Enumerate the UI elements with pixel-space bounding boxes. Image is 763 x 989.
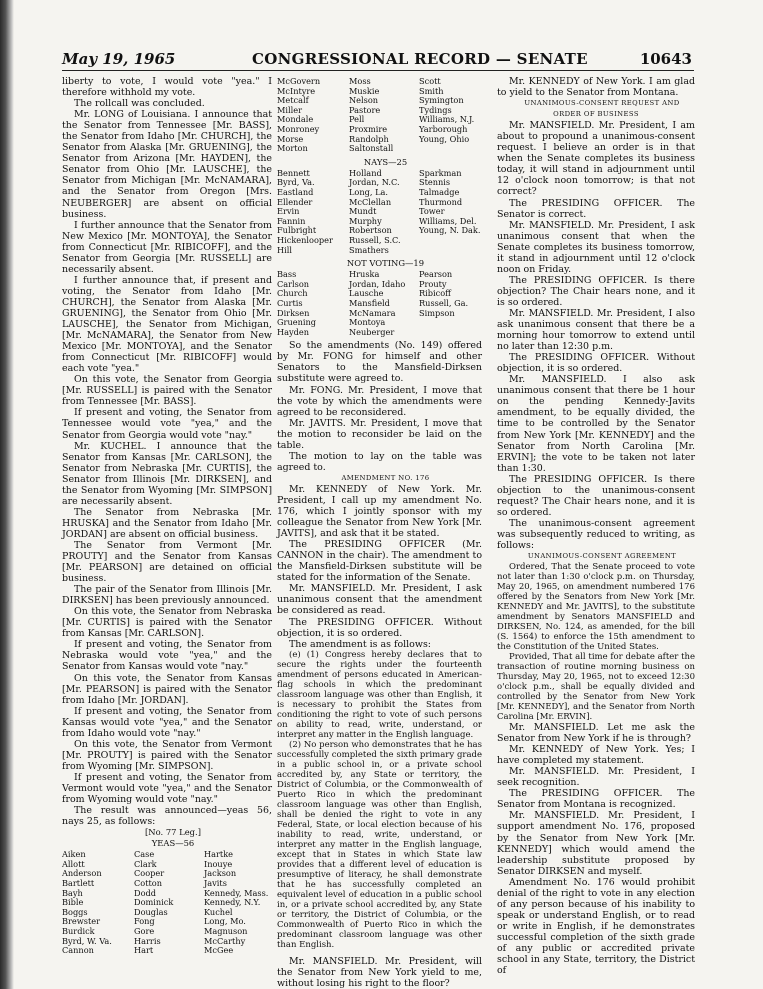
paragraph: I further announce that the Senator from New Mexico [Mr. MONTOYA], the Senator from Connecticut [Mr. RIBICOFF], and the Senator from Georgia [Mr. RUSSELL] are necessarily absent. (62, 219, 272, 275)
paragraph: The PRESIDING OFFICER. Is there objection to the unanimous-consent request? The Chair hears none, and it is so ordered. (497, 473, 695, 518)
senator-name: Case (134, 849, 155, 860)
col3-paragraphs-2 (497, 120, 695, 551)
paragraph: Mr. MANSFIELD. Mr. President, I also ask unanimous consent that there be a morning hour tomorrow to extend until no later than 12:30 p.m. (497, 307, 695, 353)
senator-name: Tower (419, 206, 445, 217)
paragraph: Mr. MANSFIELD. Mr. President, I am about to propound a unanimous-consent request. I believe an order is in that when the Senate completes its business today, it will stand in adjournment until 12 o'clock noon tomorrow; is that not correct? (497, 120, 695, 198)
paragraph: Mr. MANSFIELD. Mr. President, I seek recognition. (497, 766, 695, 789)
paragraph: The rollcall was concluded. (74, 98, 205, 110)
amendment-text (277, 650, 482, 950)
senator-name: McClellan (349, 196, 392, 207)
senator-name: Inouye (204, 858, 233, 869)
senator-name: Pell (349, 114, 365, 125)
paragraph: The PRESIDING OFFICER. Without objection, it is so ordered. (277, 616, 482, 639)
not-voting-list (277, 270, 482, 337)
senator-name: Curtis (277, 297, 303, 308)
uc-agreement-heading: UNANIMOUS-CONSENT AGREEMENT (527, 552, 677, 561)
col2-closing-paragraph: Mr. MANSFIELD. Mr. President, will the Senator from New York yield to me, without losing his right to the floor? (277, 955, 482, 989)
senator-name: Cooper (134, 868, 165, 879)
header-page-number: 10643 (639, 50, 692, 68)
senator-name: Allott (62, 858, 85, 869)
senator-name: Williams, Del. (419, 215, 477, 226)
paragraph: Mr. KUCHEL. I announce that the Senator from Kansas [Mr. CARLSON], the Senator from Nebraska [Mr. CURTIS], the Senator from Illinois [Mr. DIRKSEN], and the Senator from Wyoming [Mr. SIMPSON] are necessarily absent. (62, 440, 272, 507)
senator-name: Mundt (349, 206, 377, 217)
senator-name: Gore (134, 926, 155, 937)
senator-name: Bennett (277, 167, 310, 178)
paragraph: The PRESIDING OFFICER. Without objection, it is so ordered. (497, 352, 695, 375)
senator-name: Clark (134, 858, 157, 869)
senator-name: Russell, S.C. (349, 234, 401, 245)
col2-paragraphs-2 (277, 484, 482, 650)
paragraph: Mr. LONG of Louisiana. I announce that the Senator from Tennessee [Mr. BASS], the Senator from Idaho [Mr. CHURCH], the Senator from Alaska [Mr. GRUENING], the Senator from Arizona [Mr. HAYDEN], the Senator from Ohio [Mr. LAUSCHE], the Senator from Michigan [Mr. McNAMARA], and the Senator from Oregon [Mrs. NEUBERGER] are absent on official business. (62, 109, 272, 220)
senator-name: Morse (277, 133, 304, 144)
leg-number: [No. 77 Leg.] (145, 827, 201, 838)
senator-name: Long, Mo. (204, 916, 246, 927)
paragraph: Ordered, That the Senate proceed to vote not later than 1:30 o'clock p.m. on Thursday, May 20, 1965, on amendment numbered 176 offered by the Senators from New York [Mr. KENNEDY and Mr. JAVITS], to the substitute amendment by Senators MANSFIELD and DIRKSEN, No. 124, as amended, for the bill (S. 1564) to enforce the 15th amendment to the Constitution of the United States. (497, 562, 695, 653)
paragraph: If present and voting, the Senator from Kansas would vote "yea," and the Senator from Idaho would vote "nay." (62, 705, 272, 739)
paragraph: liberty to vote, I would vote "yea." I therefore withhold my vote. (62, 76, 272, 99)
senator-name: Dirksen (277, 307, 310, 318)
paragraph: Mr. MANSFIELD. Mr. President, I support amendment No. 176, proposed by the Senator from New York [Mr. KENNEDY] which would amend the leadership substitute proposed by Senator DIRKSEN and myself. (497, 810, 695, 877)
senator-name: Hart (134, 945, 154, 956)
senator-name: Hayden (277, 326, 310, 337)
senator-name: Stennis (419, 177, 451, 188)
senator-name: Byrd, W. Va. (62, 935, 112, 946)
yeas-heading: YEAS—56 (151, 838, 195, 849)
senator-name: Ribicoff (419, 288, 451, 299)
senator-name: Smathers (349, 244, 389, 255)
senator-name: Neuberger (349, 326, 395, 337)
senator-name: Brewster (62, 916, 101, 927)
paragraph: (e) (1) Congress hereby declares that to secure the rights under the fourteenth amendment of persons educated in American-flag schools in which the predominant classroom language was other than English, it is necessary to prohibit the States from conditioning the right to vote of such persons on ability to read, write, understand, or interpret any matter in the English language. (277, 649, 482, 740)
column-2 (277, 76, 482, 989)
senator-name: Bayh (62, 887, 83, 898)
senator-name: Prouty (419, 278, 447, 289)
senator-name: Thurmond (419, 196, 463, 207)
senator-name: McGovern (277, 76, 321, 86)
senator-name: Robertson (349, 225, 392, 236)
senator-name: Proxmire (349, 123, 388, 134)
agreement-text (497, 562, 695, 722)
senator-name: Moss (349, 76, 371, 86)
paragraph: Mr. MANSFIELD. Mr. President, I ask unanimous consent that the amendment be considered as read. (277, 583, 482, 617)
paragraph: The Senator from Vermont [Mr. PROUTY] and the Senator from Kansas [Mr. PEARSON] are detained on official business. (62, 539, 272, 585)
paragraph: If present and voting, the Senator from Tennessee would vote "yea," and the Senator from Georgia would vote "nay." (62, 407, 272, 441)
senator-name: Long, La. (349, 186, 389, 197)
col2-paragraphs (277, 340, 482, 473)
paragraph: Mr. MANSFIELD. Let me ask the Senator from New York if he is through? (497, 722, 695, 745)
paragraph: The PRESIDING OFFICER. Is there objection? The Chair hears none, and it is so ordered. (497, 274, 695, 308)
senator-name: Pearson (419, 269, 453, 280)
senator-name: Javits (204, 878, 227, 889)
paragraph: The unanimous-consent agreement was subsequently reduced to writing, as follows: (497, 517, 695, 551)
senator-name: Simpson (419, 307, 455, 318)
senator-name: Young, Ohio (419, 133, 470, 144)
senator-name: McCarthy (204, 935, 246, 946)
senator-name: Kuchel (204, 906, 233, 917)
paragraph: On this vote, the Senator from Nebraska [Mr. CURTIS] is paired with the Senator from Kansas [Mr. CARLSON]. (62, 606, 272, 640)
senator-name: Miller (277, 104, 302, 115)
paragraph: Provided, That all time for debate after the transaction of routine morning business on Thursday, May 20, 1965, not to exceed 12:30 o'clock p.m., shall be equally divided and controlled by the Senator from New York [Mr. KENNEDY], and the Senator from North Carolina [Mr. ERVIN]. (497, 652, 695, 723)
senator-name (419, 246, 481, 256)
senator-name: Murphy (349, 215, 382, 226)
senator-name: Douglas (134, 906, 168, 917)
senator-name: Symington (419, 95, 464, 106)
paragraph: If present and voting, the Senator from Vermont would vote "yea," and the Senator from Wyoming would vote "nay." (62, 771, 272, 806)
senator-name (419, 144, 481, 154)
senator-name: Hartke (204, 849, 234, 860)
paragraph: The motion to lay on the table was agreed to. (277, 450, 482, 473)
senator-name: Jordan, N.C. (349, 177, 400, 188)
senator-name: Muskie (349, 85, 380, 96)
senator-name: Cannon (62, 945, 94, 956)
senator-name: Hickenlooper (277, 234, 333, 245)
senator-name: Metcalf (277, 95, 309, 106)
senator-name: Bass (277, 269, 297, 280)
senator-name: Randolph (349, 133, 389, 144)
senator-name: Jordan, Idaho (349, 278, 406, 289)
senator-name (419, 236, 481, 246)
paragraph: Mr. KENNEDY of New York. Yes; I have completed my statement. (497, 744, 695, 767)
senator-name: Lausche (349, 288, 384, 299)
senator-name: McNamara (349, 307, 396, 318)
paragraph: On this vote, the Senator from Kansas [Mr. PEARSON] is paired with the Senator from Idaho [Mr. JORDAN]. (62, 672, 272, 706)
paragraph: The Senator from Nebraska [Mr. HRUSKA] and the Senator from Idaho [Mr. JORDAN] are absent on official business. (62, 506, 272, 540)
senator-name: Jackson (204, 868, 237, 879)
not-voting-heading: NOT VOTING—19 (346, 258, 425, 269)
column-3 (497, 76, 695, 976)
senator-name: Harris (134, 935, 161, 946)
senator-name: Fannin (277, 215, 306, 226)
paragraph: The pair of the Senator from Illinois [Mr. DIRKSEN] has been previously announced. (62, 584, 272, 607)
paragraph: Mr. MANSFIELD. Mr. President, I ask unanimous consent that when the Senate completes its business tomorrow, it stand in adjournment until 12 o'clock noon on Friday. (497, 219, 695, 275)
senator-name (419, 318, 481, 328)
senator-name: Pastore (349, 104, 381, 115)
paragraph: Mr. KENNEDY of New York. Mr. President, I call up my amendment No. 176, which I jointly sponsor with my colleague the Senator from New York [Mr. JAVITS], and ask that it be stated. (277, 483, 482, 540)
senator-name: Kennedy, N.Y. (204, 897, 261, 908)
amendment-heading: AMENDMENT NO. 176 (341, 473, 430, 482)
paragraph: Mr. MANSFIELD. I also ask unanimous consent that there be 1 hour on the pending Kennedy-Javits amendment, to be equally divided, the time to be controlled by the Senator from New York [Mr. KENNEDY] and the Senator from North Carolina [Mr. ERVIN]; the vote to be taken not later than 1:30. (497, 374, 695, 474)
senator-name: Morton (277, 143, 308, 154)
senator-name: Boggs (62, 906, 88, 917)
senator-name: Russell, Ga. (419, 297, 469, 308)
senator-name: Church (277, 288, 308, 299)
senator-name: Smith (419, 85, 444, 96)
uc-request-heading: UNANIMOUS-CONSENT REQUEST AND ORDER OF BUSINESS (524, 99, 680, 119)
senator-name: Cotton (134, 878, 162, 889)
senator-name: Holland (349, 167, 382, 178)
paragraph: So the amendments (No. 149) offered by Mr. FONG for himself and other Senators to the Mansfield-Dirksen substitute were agreed to. (277, 340, 482, 385)
senator-name: Gruening (277, 317, 316, 328)
senator-name: Anderson (62, 868, 102, 879)
page-binding-shadow (0, 0, 14, 989)
senator-name: Mansfield (349, 297, 390, 308)
nays-heading: NAYS—25 (363, 156, 408, 167)
senator-name: Tydings (419, 104, 452, 115)
senator-name: Saltonstall (349, 143, 394, 154)
col3-paragraphs-3 (497, 722, 695, 976)
paragraph: Mr. FONG. Mr. President, I move that the vote by which the amendments were agreed to be reconsidered. (277, 384, 482, 418)
nays-list (277, 169, 482, 255)
paragraph: On this vote, the Senator from Georgia [Mr. RUSSELL] is paired with the Senator from Tennessee [Mr. BASS]. (62, 374, 272, 408)
paragraph: Mr. JAVITS. Mr. President, I move that the motion to reconsider be laid on the table. (277, 417, 482, 451)
header-title: CONGRESSIONAL RECORD — SENATE (252, 50, 588, 68)
senator-name: Montoya (349, 317, 386, 328)
senator-name: Dominick (134, 897, 174, 908)
paragraph: The PRESIDING OFFICER (Mr. CANNON in the chair). The amendment to the Mansfield-Dirksen substitute will be stated for the information of the Senate. (277, 539, 482, 584)
senator-name: Scott (419, 76, 441, 86)
yeas-list (62, 850, 272, 956)
paragraph: The result was announced—yeas 56, nays 25, as follows: (62, 805, 272, 828)
senator-name: McIntyre (277, 85, 316, 96)
senator-name: Mondale (277, 114, 314, 125)
senator-name: Hill (277, 244, 292, 255)
paragraph: Mr. KENNEDY of New York. I am glad to yield to the Senator from Montana. (497, 76, 695, 99)
paragraph: The amendment is as follows: (289, 638, 431, 650)
senator-name: Yarborough (419, 123, 468, 134)
paragraph: I further announce that, if present and voting, the Senator from Idaho [Mr. CHURCH], the Senator from Alaska [Mr. GRUENING], the Senator from Ohio [Mr. LAUSCHE], the Senator from Michigan, [Mr. McNAMARA], the Senator from New Mexico [Mr. MONTOYA], and the Senator from Connecticut [Mr. RIBICOFF] would each vote "yea." (62, 274, 272, 375)
page-header (62, 48, 692, 70)
header-rule (62, 70, 694, 71)
senator-name: Nelson (349, 95, 379, 106)
col1-paragraphs (62, 76, 272, 827)
paragraph: Amendment No. 176 would prohibit denial of the right to vote in any election of any person because of his inability to speak or understand English, or to read or write in English, if he demonstrates successful completion of the sixth grade of any public or accredited private school in any State, territory, the District of (497, 876, 695, 977)
senator-name: Sparkman (419, 167, 462, 178)
senator-name: McGee (204, 945, 234, 956)
senator-name: Kennedy, Mass. (204, 887, 269, 898)
senator-name: Fong (134, 916, 155, 927)
senator-name: Williams, N.J. (419, 114, 475, 125)
senator-name: Ervin (277, 206, 300, 217)
senator-name: Fulbright (277, 225, 317, 236)
senator-name: Young, N. Dak. (419, 225, 481, 236)
col3-paragraphs (497, 76, 695, 98)
senator-name: Magnuson (204, 926, 248, 937)
paragraph: (2) No person who demonstrates that he has successfully completed the sixth primary grade in a public school in, or a private school accredited by, any State or territory, the District of Columbia, or the Commonwealth of Puerto Rico in which the predominant classroom language was other than English, shall be denied the right to vote in any Federal, State, or local election because of his inability to read, write, understand, or interpret any matter in the English language, except that in States in which State law provides that a different level of education is presumptive of literacy, he shall demonstrate that he has successfully completed an equivalent level of education in a public school in, or a private school accredited by, any State or territory, the District of Columbia, or the Commonwealth of Puerto Rico in which the predominant classroom language was other than English. (277, 739, 482, 950)
senator-name: Burdick (62, 926, 95, 937)
paragraph: If present and voting, the Senator from Nebraska would vote "yea," and the Senator from Kansas would vote "nay." (62, 639, 272, 673)
paragraph: The PRESIDING OFFICER. The Senator is correct. (497, 197, 695, 220)
senator-name: Carlson (277, 278, 310, 289)
senator-name: Monroney (277, 123, 320, 134)
column-1 (62, 76, 272, 959)
senator-name: Aiken (62, 849, 86, 860)
paragraph: The PRESIDING OFFICER. The Senator from Montana is recognized. (497, 788, 695, 811)
senator-name (419, 328, 481, 338)
senator-name: Bartlett (62, 878, 95, 889)
yeas-list-continued (277, 77, 482, 154)
senator-name: Talmadge (419, 186, 460, 197)
senator-name: Bible (62, 897, 84, 908)
senator-name: Hruska (349, 269, 380, 280)
senator-name: Dodd (134, 887, 156, 898)
senator-name: Eastland (277, 186, 314, 197)
senator-name: Ellender (277, 196, 313, 207)
senator-name: Byrd, Va. (277, 177, 315, 188)
header-date: May 19, 1965 (62, 50, 176, 68)
paragraph: On this vote, the Senator from Vermont [Mr. PROUTY] is paired with the Senator from Wyoming [Mr. SIMPSON]. (62, 738, 272, 772)
